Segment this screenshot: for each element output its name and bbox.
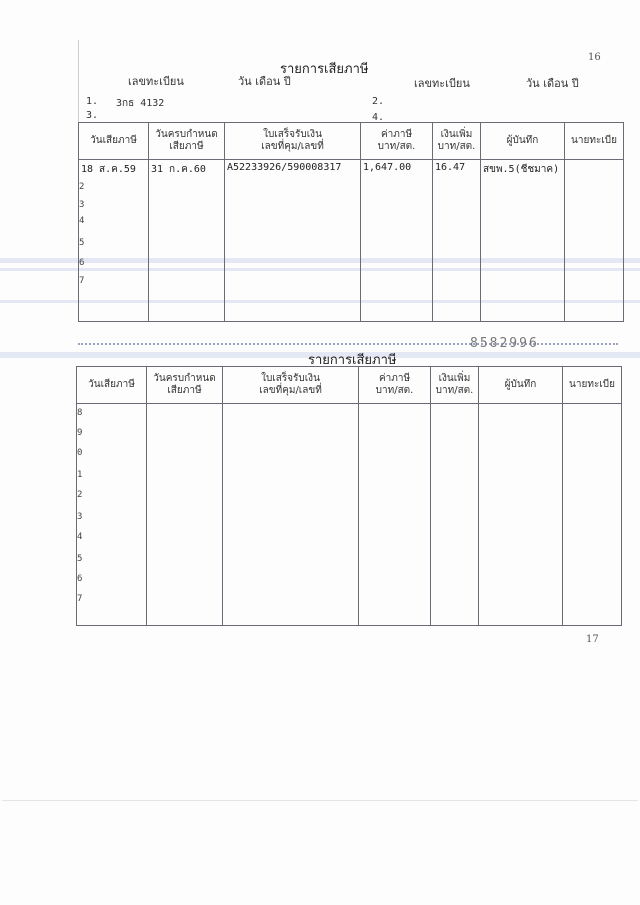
tax-amount-value: 1,647.00 xyxy=(363,162,412,173)
col-header-tax: ค่าภาษี บาท/สต. xyxy=(359,367,431,404)
row-number: 6 xyxy=(77,574,83,584)
cell-registrar xyxy=(563,404,622,626)
reg-entry-2: 2. xyxy=(372,96,385,107)
row-number: 4 xyxy=(77,532,83,542)
col-header-tax: ค่าภาษี บาท/สต. xyxy=(361,123,433,160)
date-label-left: วัน เดือน ปี xyxy=(238,75,291,88)
paid-date-value: 18 ส.ค.59 xyxy=(81,164,136,175)
registration-label-right: เลขทะเบียน xyxy=(414,77,470,90)
row-number: 5 xyxy=(77,554,83,564)
cell-recorder xyxy=(481,160,565,322)
cell-due-date xyxy=(149,160,225,322)
row-number: 5 xyxy=(79,238,85,248)
date-label-right: วัน เดือน ปี xyxy=(526,77,579,90)
row-number: 6 xyxy=(79,258,85,268)
row-number: 0 xyxy=(77,448,83,458)
tax-ledger-table-1 xyxy=(78,122,624,322)
table-header-row xyxy=(77,367,622,404)
reg-entry-4: 4. xyxy=(372,112,385,123)
col-header-surcharge: เงินเพิ่ม บาท/สต. xyxy=(433,123,481,160)
col-header-due-date: วันครบกำหนด เสียภาษี xyxy=(149,123,225,160)
row-number: 7 xyxy=(79,276,85,286)
col-header-receipt: ใบเสร็จรับเงิน เลขที่คุม/เลขที่ xyxy=(225,123,361,160)
table-header-row xyxy=(79,123,624,160)
sheet-title: รายการเสียภาษี xyxy=(280,62,369,77)
surcharge-value: 16.47 xyxy=(435,162,466,173)
col-header-surcharge: เงินเพิ่ม บาท/สต. xyxy=(431,367,479,404)
cell-tax xyxy=(359,404,431,626)
table-row xyxy=(77,404,622,626)
cell-tax xyxy=(361,160,433,322)
due-date-value: 31 ก.ค.60 xyxy=(151,164,206,175)
col-header-paid-date: วันเสียภาษี xyxy=(79,123,149,160)
row-number: 1 xyxy=(77,470,83,480)
row-number: 4 xyxy=(79,216,85,226)
page-number: 17 xyxy=(586,634,599,645)
reg-entry-3: 3. xyxy=(86,110,99,121)
cell-receipt xyxy=(223,404,359,626)
reg-plate: 3กธ 4132 xyxy=(116,98,165,109)
row-number: 2 xyxy=(79,182,85,192)
row-number: 7 xyxy=(77,594,83,604)
cell-registrar xyxy=(565,160,624,322)
page-number: 16 xyxy=(588,52,601,63)
col-header-registrar: นายทะเบีย xyxy=(565,123,624,160)
row-number: 3 xyxy=(77,512,83,522)
cell-receipt xyxy=(225,160,361,322)
row-number: 8 xyxy=(77,408,83,418)
col-header-paid-date: วันเสียภาษี xyxy=(77,367,147,404)
row-number-column xyxy=(77,404,146,624)
cell-paid-date xyxy=(79,160,149,322)
col-header-recorder: ผู้บันทึก xyxy=(479,367,563,404)
row-number-column xyxy=(79,160,148,320)
row-number: 9 xyxy=(77,428,83,438)
sheet-title: รายการเสียภาษี xyxy=(308,353,397,368)
table-row xyxy=(79,160,624,322)
receipt-number-value: A52233926/590008317 xyxy=(227,162,342,173)
row-number: 3 xyxy=(79,200,85,210)
col-header-receipt: ใบเสร็จรับเงิน เลขที่คุม/เลขที่ xyxy=(223,367,359,404)
col-header-recorder: ผู้บันทึก xyxy=(481,123,565,160)
col-header-due-date: วันครบกำหนด เสียภาษี xyxy=(147,367,223,404)
reg-entry-1: 1. xyxy=(86,96,99,107)
recorder-value: สขพ.5(ชีชมาค) xyxy=(483,164,560,175)
stamp-number: 8582996 xyxy=(470,336,539,351)
col-header-registrar: นายทะเบีย xyxy=(563,367,622,404)
registration-label-left: เลขทะเบียน xyxy=(128,75,184,88)
cell-recorder xyxy=(479,404,563,626)
cell-surcharge xyxy=(433,160,481,322)
cell-paid-date xyxy=(77,404,147,626)
cell-surcharge xyxy=(431,404,479,626)
cell-due-date xyxy=(147,404,223,626)
row-number: 2 xyxy=(77,490,83,500)
tax-ledger-table-2 xyxy=(76,366,622,626)
